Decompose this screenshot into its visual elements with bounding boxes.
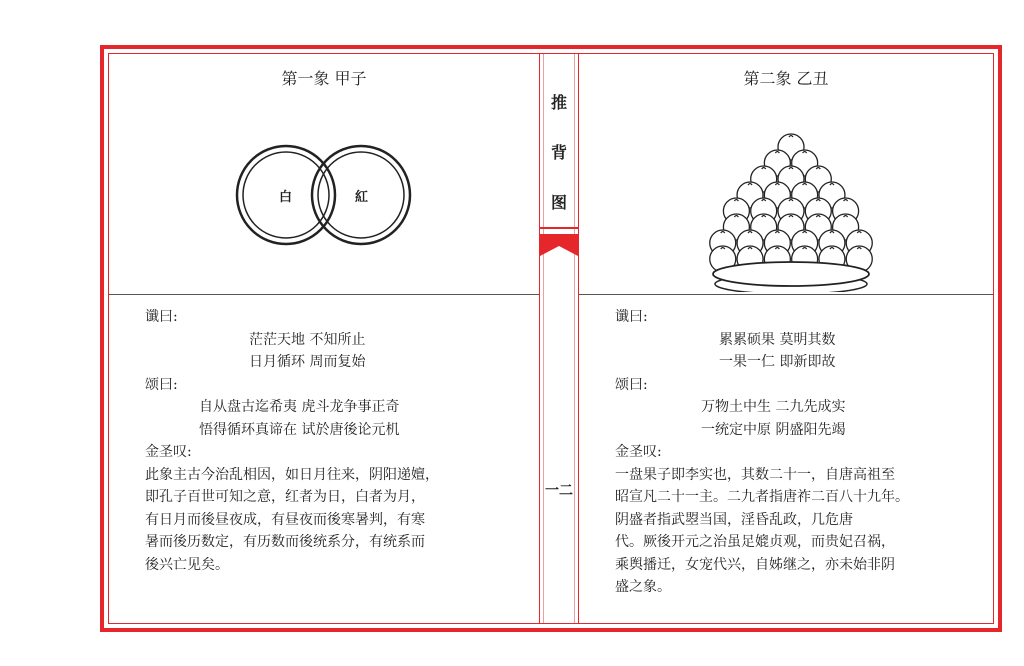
book-spine bbox=[539, 54, 579, 623]
book-inner-frame bbox=[108, 53, 994, 624]
comment-line: 盛之象。 bbox=[615, 579, 671, 595]
comment-line: 有日月而後昼夜成，有昼夜而後寒暑判，有寒 bbox=[145, 511, 425, 528]
ring-label-red: 紅 bbox=[355, 190, 369, 205]
comment-line: 此象主古今治乱相因，如日月往来，阴阳递嬗， bbox=[145, 466, 439, 483]
left-page-text bbox=[145, 306, 519, 576]
fruit-plate-illustration bbox=[579, 94, 993, 292]
spine-title-char: 推 bbox=[550, 93, 567, 112]
chen-label: 谶曰: bbox=[145, 309, 178, 325]
right-page-text bbox=[615, 306, 973, 599]
spine-title bbox=[540, 78, 578, 228]
rings-svg bbox=[109, 94, 539, 292]
plate-rim bbox=[713, 262, 869, 286]
spine-separator bbox=[540, 227, 578, 229]
song-line: 一统定中原 阴盛阳先竭 bbox=[701, 421, 846, 438]
chen-line: 累累硕果 莫明其数 bbox=[719, 331, 836, 348]
song-label: 颂曰: bbox=[615, 376, 648, 393]
fruit-svg bbox=[579, 94, 1001, 292]
chen-line: 茫茫天地 不知所止 bbox=[249, 331, 366, 348]
spine-title-char: 背 bbox=[550, 143, 567, 162]
right-page-title: 第二象 乙丑 bbox=[743, 69, 829, 88]
comment-label: 金圣叹: bbox=[145, 444, 192, 460]
comment-line: 即孔子百世可知之意，红者为日，白者为月， bbox=[145, 489, 425, 505]
ring-label-white: 白 bbox=[279, 190, 293, 205]
left-divider bbox=[109, 294, 539, 295]
chen-line: 一果一仁 即新即故 bbox=[719, 354, 836, 370]
comment-line: 昭宣凡二十一主。二九者指唐祚二百八十九年。 bbox=[615, 489, 909, 505]
comment-line: 一盘果子即李实也，其数二十一，自唐高祖至 bbox=[615, 466, 895, 483]
spine-ribbon bbox=[540, 234, 578, 256]
right-divider bbox=[579, 294, 993, 295]
comment-line: 後兴亡见矣。 bbox=[145, 556, 229, 573]
chen-label: 谶曰: bbox=[615, 309, 648, 325]
right-page bbox=[579, 54, 993, 623]
song-line: 万物土中生 二九先成实 bbox=[701, 399, 846, 415]
left-page-title: 第一象 甲子 bbox=[281, 69, 367, 88]
comment-line: 乘舆播迁，女宠代兴，自姊继之，亦未始非阴 bbox=[615, 556, 895, 573]
song-label: 颂曰: bbox=[145, 376, 178, 393]
book-frame bbox=[100, 45, 1002, 632]
rings-illustration bbox=[109, 94, 539, 292]
comment-label: 金圣叹: bbox=[615, 444, 662, 460]
page-number: 一二 bbox=[545, 483, 573, 499]
song-line: 悟得循环真谛在 试於唐後论元机 bbox=[199, 421, 400, 438]
comment-line: 暑而後历数定，有历数而後统系分，有统系而 bbox=[145, 534, 425, 550]
chen-line: 日月循环 周而复始 bbox=[249, 354, 366, 370]
song-line: 自从盘古迄希夷 虎斗龙争事正奇 bbox=[199, 399, 400, 415]
comment-line: 代。厥後开元之治虽足媲贞观，而贵妃召祸， bbox=[615, 534, 895, 550]
left-page bbox=[109, 54, 539, 623]
spine-title-char: 图 bbox=[550, 193, 567, 212]
comment-line: 阴盛者指武曌当国，淫昏乱政，几危唐 bbox=[615, 511, 853, 528]
